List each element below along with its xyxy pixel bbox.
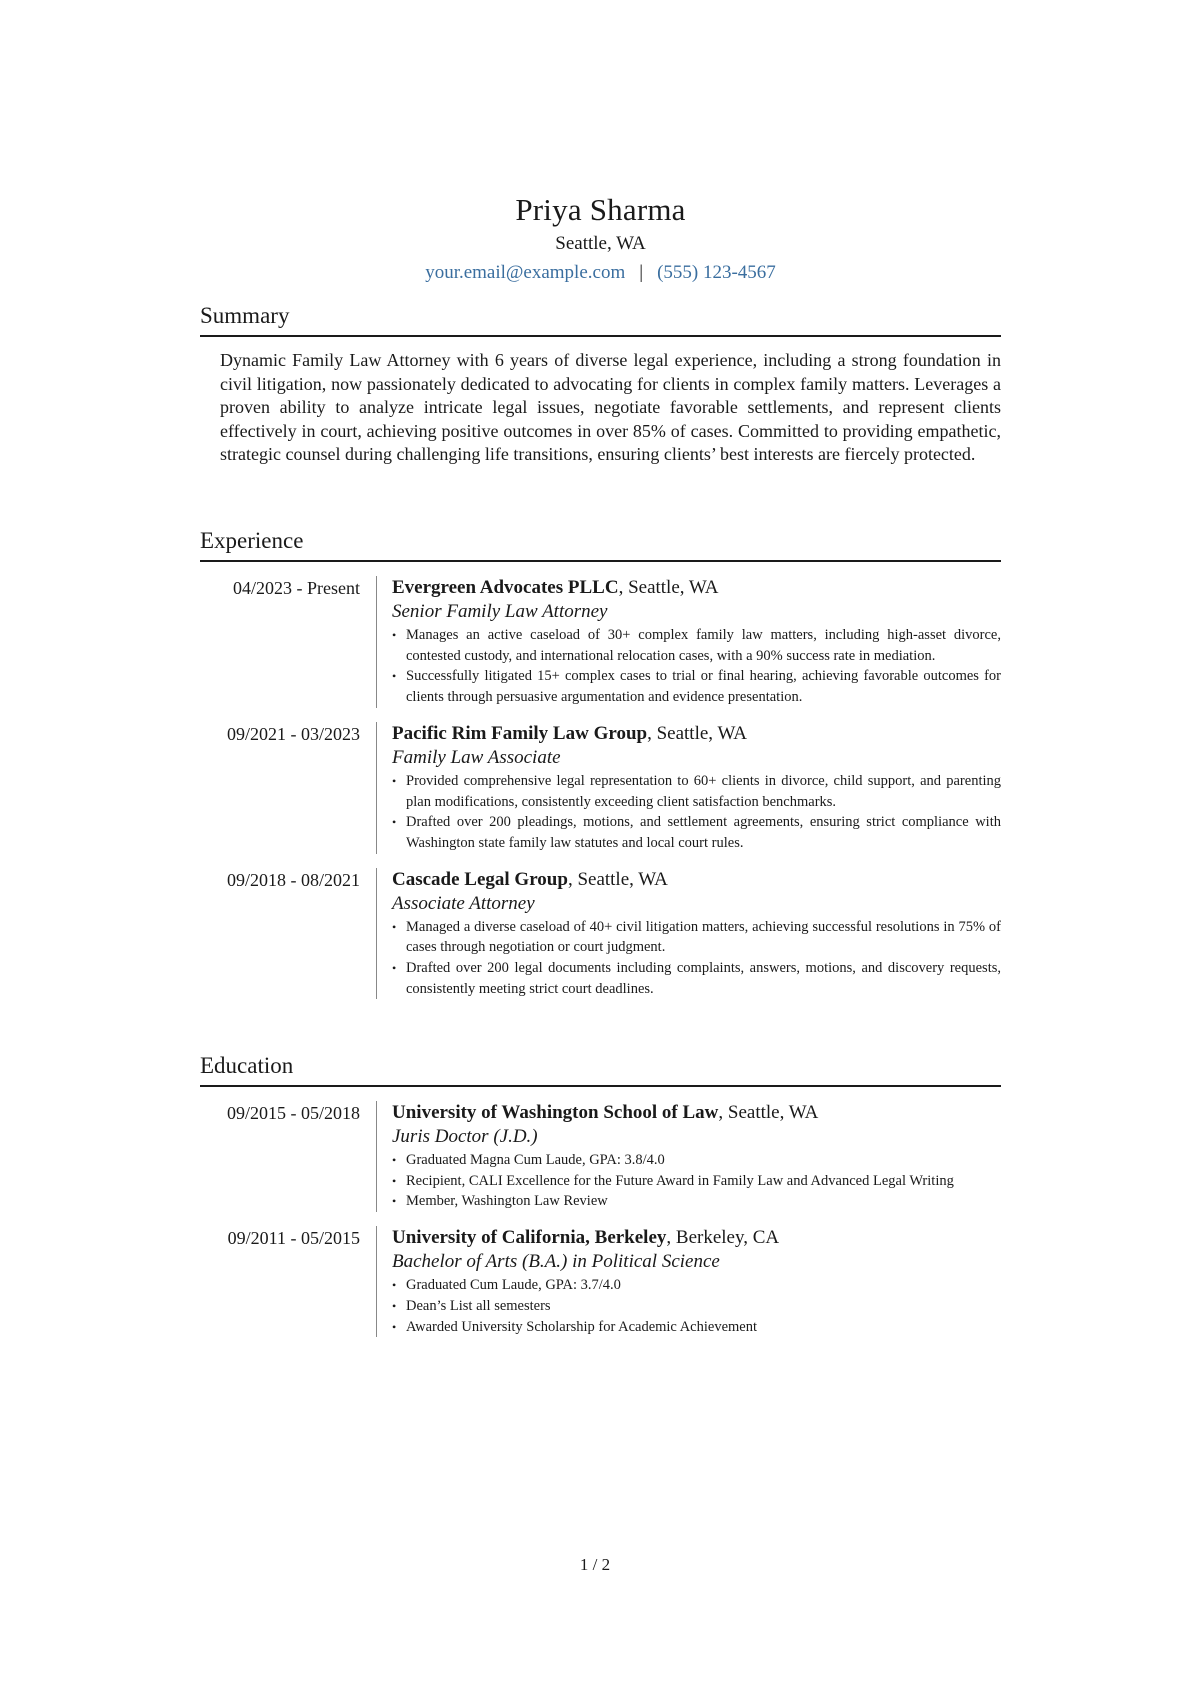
resume-header — [200, 190, 1001, 285]
entry-place: , Seattle, WA — [647, 722, 747, 744]
entry-institution: University of California, Berkeley — [392, 1227, 667, 1249]
email-link[interactable]: your.email@example.com — [425, 262, 626, 283]
bullet-item: • Graduated Magna Cum Laude, GPA: 3.8/4.0 — [392, 1150, 1001, 1171]
education-section — [200, 1052, 1001, 1337]
bullet-item: • Drafted over 200 pleadings, motions, and settlement agreements, ensuring strict compliance with Washington state family law statutes and local court rules. — [392, 812, 1001, 853]
entry-institution: University of Washington School of Law — [392, 1102, 719, 1123]
entry-body — [376, 1226, 1001, 1337]
entry-heading — [392, 722, 1001, 746]
experience-heading: Experience — [200, 527, 1001, 562]
summary-text: Dynamic Family Law Attorney with 6 years of diverse legal experience, including a strong foundation in civil litigation, now passionately dedicated to advocating for clients in complex family matters. Leverages a proven ability to analyze intricate legal issues, negotiate favorable settlements, and represent clients effectively in court, achieving positive outcomes in over 85% of cases. Committed to providing empathetic, strategic counsel during challenging life transitions, ensuring clients’ best interests are fiercely protected. — [220, 350, 1001, 465]
education-heading: Education — [200, 1052, 1001, 1087]
entry-organization: Evergreen Advocates PLLC — [392, 577, 619, 598]
education-entry — [200, 1101, 1001, 1212]
candidate-name: Priya Sharma — [515, 192, 686, 227]
entry-place: , Seattle, WA — [618, 577, 719, 598]
entry-body — [376, 1101, 1001, 1212]
bullet-item: • Member, Washington Law Review — [392, 1191, 1001, 1212]
entry-degree: Bachelor of Arts (B.A.) in Political Science — [392, 1251, 720, 1273]
entry-heading — [392, 1101, 1001, 1125]
candidate-location: Seattle, WA — [555, 233, 646, 254]
entry-organization: Pacific Rim Family Law Group — [392, 722, 648, 744]
experience-entry — [200, 868, 1001, 1000]
entry-role: Senior Family Law Attorney — [392, 601, 608, 622]
education-entries — [200, 1101, 1001, 1337]
contact-separator: | — [639, 262, 644, 283]
bullet-item: • Managed a diverse caseload of 40+ civil litigation matters, achieving successful resolutions in 75% of cases through negotiation or court judgment. — [392, 917, 1001, 958]
entry-role: Family Law Associate — [392, 746, 561, 768]
entry-body — [376, 868, 1001, 1000]
bullet-item: • Manages an active caseload of 30+ complex family law matters, including high-asset divorce, contested custody, and international relocation cases, with a 90% success rate in mediation. — [392, 625, 1001, 666]
entry-place: , Berkeley, CA — [666, 1227, 780, 1249]
bullet-item: • Dean’s List all semesters — [392, 1296, 1001, 1317]
entry-date: 09/2018 - 08/2021 — [227, 869, 360, 890]
experience-entries — [200, 576, 1001, 999]
entry-organization: Cascade Legal Group — [392, 868, 568, 890]
bullet-item: • Recipient, CALI Excellence for the Future Award in Family Law and Advanced Legal Writing — [392, 1171, 1001, 1192]
entry-role: Associate Attorney — [392, 892, 535, 914]
entry-body — [376, 722, 1001, 854]
bullet-item: • Drafted over 200 legal documents including complaints, answers, motions, and discovery requests, consistently meeting strict court deadlines. — [392, 958, 1001, 999]
contact-line — [200, 261, 1001, 285]
entry-degree: Juris Doctor (J.D.) — [392, 1126, 538, 1147]
entry-place: , Seattle, WA — [567, 868, 668, 890]
experience-section — [200, 527, 1001, 999]
experience-entry — [200, 576, 1001, 708]
entry-body — [376, 576, 1001, 708]
summary-section — [200, 302, 1001, 467]
entry-bullets — [392, 1150, 1001, 1212]
page-number: 1 / 2 — [579, 1555, 611, 1574]
entry-heading — [392, 868, 1001, 892]
entry-heading — [392, 1226, 1001, 1250]
entry-date: 09/2021 - 03/2023 — [227, 723, 360, 744]
entry-bullets — [392, 771, 1001, 854]
entry-date: 09/2011 - 05/2015 — [227, 1228, 360, 1249]
bullet-item: • Provided comprehensive legal representation to 60+ clients in divorce, child support, and parenting plan modifications, consistently exceeding client satisfaction benchmarks. — [392, 771, 1001, 812]
entry-bullets — [392, 1275, 1001, 1337]
bullet-item: • Graduated Cum Laude, GPA: 3.7/4.0 — [392, 1275, 1001, 1296]
education-entry — [200, 1226, 1001, 1337]
bullet-item: • Awarded University Scholarship for Academic Achievement — [392, 1317, 1001, 1338]
phone-link[interactable]: (555) 123-4567 — [657, 262, 776, 283]
experience-entry — [200, 722, 1001, 854]
entry-bullets — [392, 917, 1001, 1000]
entry-heading — [392, 576, 1001, 600]
summary-heading: Summary — [200, 302, 1001, 337]
entry-bullets — [392, 625, 1001, 708]
entry-place: , Seattle, WA — [718, 1102, 819, 1123]
bullet-item: • Successfully litigated 15+ complex cases to trial or final hearing, achieving favorable outcomes for clients through persuasive argumentation and evidence presentation. — [392, 666, 1001, 707]
entry-date: 09/2015 - 05/2018 — [227, 1103, 360, 1123]
entry-date: 04/2023 - Present — [233, 578, 360, 598]
